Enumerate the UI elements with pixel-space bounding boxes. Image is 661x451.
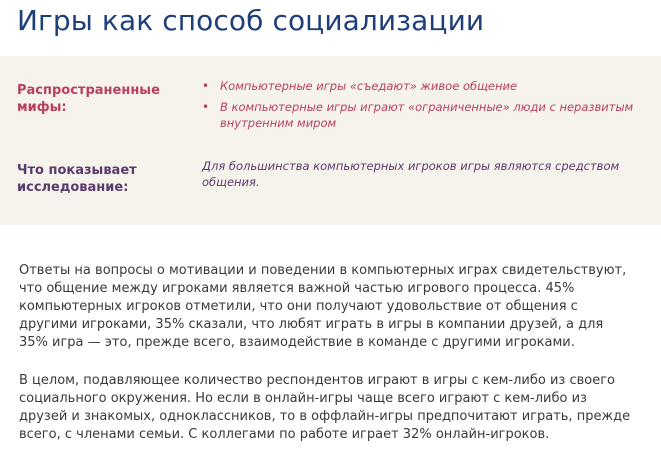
list-item [202,99,652,131]
bullet-icon: • [202,100,210,114]
research-label: Что показывает исследование: [17,163,137,195]
list-item [202,78,652,94]
page-title: Игры как способ социализации [17,4,485,37]
body-paragraph: В целом, подавляющее количество респондентов играют в игры с кем-либо из своего социального окружения. Но если в онлайн-игры чаще всего играют с кем-либо из друзей и знакомых, одноклассников, то в оффлайн-игры предпочитают играть, прежде всего, с членами семьи. С коллегами по работе играет 32% онлайн-игроков. [19,373,631,442]
myths-label: Распространенные мифы: [17,83,160,115]
body-paragraph: Ответы на вопросы о мотивации и поведении в компьютерных играх свидетельствуют, что общение между игроками является важной частью игрового процесса. 45% компьютерных игроков отметили, что они получают удовольствие от общения с другими игроками, 35% сказали, что любят играть в игры в компании друзей, а для 35% игра — это, прежде всего, взаимодействие в команде с другими игроками. [19,263,627,350]
myths-list [202,78,652,136]
myth-text: Компьютерные игры «съедают» живое общение [220,79,518,93]
research-text: Для большинства компьютерных игроков игры являются средством общения. [202,159,620,189]
myth-text: В компьютерные игры играют «ограниченные» люди с неразвитым внутренним миром [220,100,634,130]
bullet-icon: • [202,79,210,93]
